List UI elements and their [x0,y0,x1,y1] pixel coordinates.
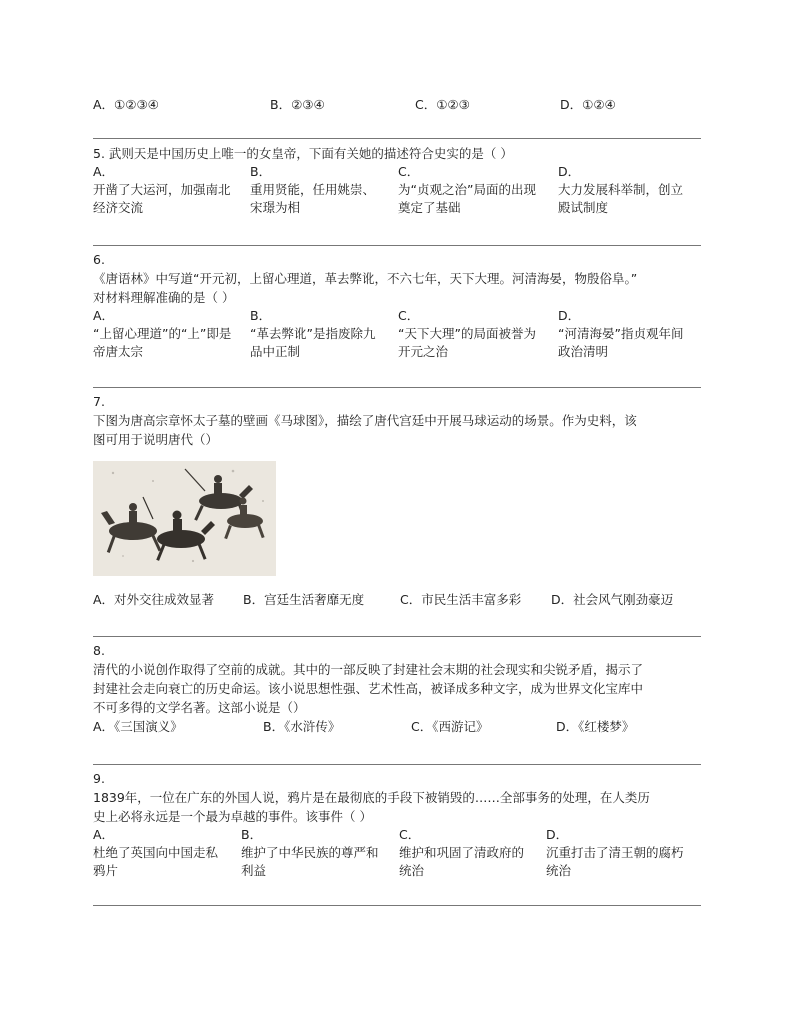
option-letter: C． [399,827,421,842]
option-text: 沉重打击了清王朝的腐朽 [546,845,684,860]
option-text: 开凿了大运河，加强南北 [93,182,231,197]
option-letter: B． [250,308,272,323]
q9-option-d[interactable] [546,826,694,880]
q8-option-a[interactable]: A．《三国演义》 [93,719,183,734]
question-7-number: 7. [93,394,105,409]
option-letter: B． [250,164,272,179]
q9-option-a[interactable] [93,826,241,880]
q9-option-c[interactable] [399,826,547,880]
q8-option-d[interactable]: D．《红楼梦》 [556,719,635,734]
option-text: 品中正制 [250,344,301,359]
option-text: 维护了中华民族的尊严和 [241,845,379,860]
divider [93,245,701,246]
question-8-options [93,717,701,737]
q7-option-d[interactable]: D．社会风气刚劲豪迈 [551,592,674,607]
question-7-options [93,590,701,610]
polo-mural-illustration [93,461,276,576]
q4-option-d[interactable]: D．①②④ [560,97,616,112]
divider [93,387,701,388]
question-7 [93,392,701,610]
q9-option-b[interactable] [241,826,389,880]
option-letter: D． [558,164,581,179]
question-6-number: 6. [93,252,105,267]
option-text: 利益 [241,863,267,878]
q7-option-a[interactable]: A．对外交往成效显著 [93,592,215,607]
q5-option-b[interactable] [250,163,398,217]
option-letter: A． [93,827,115,842]
question-9-text: 1839年，一位在广东的外国人说，鸦片是在最彻底的手段下被销毁的……全部事务的处理，在人类历 [93,790,650,805]
option-text: 帝唐太宗 [93,344,144,359]
q4-option-c[interactable]: C．①②③ [415,97,470,112]
question-8 [93,641,701,737]
q8-option-c[interactable]: C．《西游记》 [411,719,489,734]
question-7-text: 下图为唐高宗章怀太子墓的壁画《马球图》，描绘了唐代宫廷中开展马球运动的场景。作为史料，该 [93,413,637,428]
q8-option-b[interactable]: B．《水浒传》 [263,719,341,734]
question-9 [93,769,701,884]
option-letter: A． [93,308,115,323]
option-text: “河清海晏”指贞观年间 [558,326,684,341]
q4-options [93,95,701,113]
option-text: 殿试制度 [558,200,609,215]
option-letter: C． [398,164,420,179]
question-6-options [93,307,701,365]
q5-option-a[interactable] [93,163,241,217]
question-6 [93,250,701,365]
option-text: “天下大理”的局面被誉为 [398,326,536,341]
q4-option-b[interactable]: B．②③④ [270,97,325,112]
option-text: 重用贤能，任用姚崇、 [250,182,376,197]
option-text: 奠定了基础 [398,200,461,215]
option-letter: C． [398,308,420,323]
q6-option-d[interactable] [558,307,706,361]
q7-option-c[interactable]: C．市民生活丰富多彩 [400,592,522,607]
option-text: 统治 [546,863,572,878]
question-9-options [93,826,701,884]
option-text: 维护和巩固了清政府的 [399,845,525,860]
q7-option-b[interactable]: B．宫廷生活奢靡无度 [243,592,365,607]
option-text: 开元之治 [398,344,449,359]
question-5-options [93,163,701,221]
option-text: 鸦片 [93,863,119,878]
question-8-text: 清代的小说创作取得了空前的成就。其中的一部反映了封建社会末期的社会现实和尖锐矛盾，揭示了 [93,662,644,677]
option-text: 统治 [399,863,425,878]
divider [93,905,701,906]
question-5 [93,144,701,221]
q6-option-b[interactable] [250,307,398,361]
option-text: 大力发展科举制，创立 [558,182,684,197]
option-text: “上留心理道”的“上”即是 [93,326,232,341]
option-text: 宋璟为相 [250,200,301,215]
option-text: “革去弊讹”是指废除九 [250,326,376,341]
divider [93,138,701,139]
q5-option-c[interactable] [398,163,546,217]
option-text: 经济交流 [93,200,144,215]
question-8-text: 不可多得的文学名著。这部小说是（） [93,700,306,715]
divider [93,764,701,765]
question-6-text: 对材料理解准确的是（ ） [93,290,235,305]
question-8-text: 封建社会走向衰亡的历史命运。该小说思想性强、艺术性高，被译成多种文字，成为世界文化宝库中 [93,681,644,696]
question-9-text: 史上必将永远是一个最为卓越的事件。该事件（ ） [93,809,372,824]
question-5-text: 5. 武则天是中国历史上唯一的女皇帝，下面有关她的描述符合史实的是（ ） [93,146,513,161]
question-7-text: 图可用于说明唐代（） [93,432,219,447]
q4-option-a[interactable]: A．①②③④ [93,97,159,112]
option-letter: D． [546,827,569,842]
question-8-number: 8. [93,643,105,658]
option-letter: D． [558,308,581,323]
q5-option-d[interactable] [558,163,706,217]
option-letter: A． [93,164,115,179]
polo-mural-image [93,461,276,576]
option-text: 政治清明 [558,344,609,359]
option-letter: B． [241,827,263,842]
q6-option-a[interactable] [93,307,241,361]
divider [93,636,701,637]
question-6-text: 《唐语林》中写道“开元初，上留心理道，革去弊讹，不六七年，天下大理。河清海晏，物殷俗阜。” [93,271,638,286]
q6-option-c[interactable] [398,307,546,361]
option-text: 为“贞观之治”局面的出现 [398,182,536,197]
question-9-number: 9. [93,771,105,786]
option-text: 杜绝了英国向中国走私 [93,845,219,860]
